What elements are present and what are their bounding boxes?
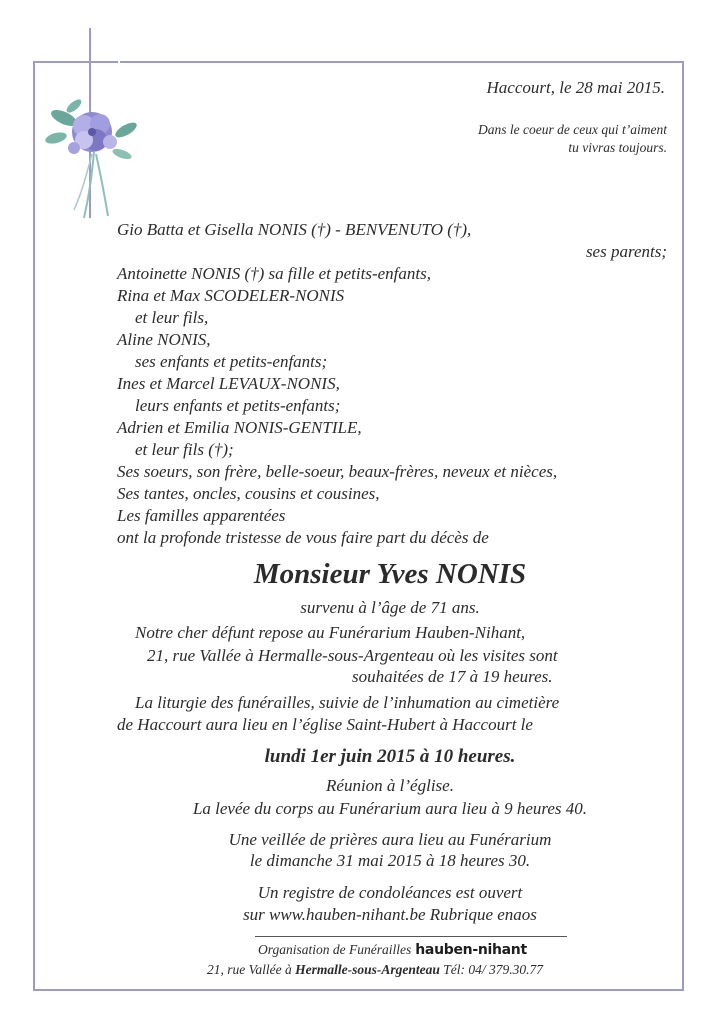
family-line: ont la profonde tristesse de vous faire part du décès de bbox=[117, 528, 489, 547]
family-line: et leur fils (†); bbox=[135, 440, 234, 459]
address-town: Hermalle-sous-Argenteau bbox=[295, 962, 440, 977]
rest-line-3: souhaitées de 17 à 19 heures. bbox=[352, 667, 553, 686]
address-street: 21, rue Vallée à bbox=[207, 962, 292, 977]
family-line: Les familles apparentées bbox=[117, 506, 286, 525]
liturgy-line-1: La liturgie des funérailles, suivie de l’inhumation au cimetière bbox=[135, 693, 560, 712]
epigraph-line-2: tu vivras toujours. bbox=[568, 140, 667, 155]
meeting-place: Réunion à l’église. bbox=[326, 776, 454, 795]
deceased-name: Monsieur Yves NONIS bbox=[253, 558, 527, 590]
family-line: leurs enfants et petits-enfants; bbox=[135, 396, 341, 415]
family-line: ses parents; bbox=[585, 242, 667, 261]
cross-bar bbox=[64, 61, 118, 63]
footer-address bbox=[207, 962, 543, 978]
family-line: Adrien et Emilia NONIS-GENTILE, bbox=[117, 418, 362, 437]
vigil-line-2: le dimanche 31 mai 2015 à 18 heures 30. bbox=[249, 851, 531, 870]
epigraph-line-1: Dans le coeur de ceux qui t’aiment bbox=[478, 122, 667, 137]
rest-line-2: 21, rue Vallée à Hermalle-sous-Argenteau où les visites sont bbox=[147, 646, 558, 665]
family-line: Rina et Max SCODELER-NONIS bbox=[117, 286, 345, 305]
family-line: Ses tantes, oncles, cousins et cousines, bbox=[117, 484, 380, 503]
place-date: Haccourt, le 28 mai 2015. bbox=[486, 78, 665, 97]
family-line: Ses soeurs, son frère, belle-soeur, beaux-frères, neveux et nièces, bbox=[117, 462, 558, 481]
vigil-line-1: Une veillée de prières aura lieu au Funérarium bbox=[228, 830, 552, 849]
org-prefix: Organisation de Funérailles bbox=[258, 942, 412, 957]
funeral-date: lundi 1er juin 2015 à 10 heures. bbox=[264, 746, 516, 767]
family-line: Antoinette NONIS (†) sa fille et petits-enfants, bbox=[117, 264, 431, 283]
footer-organisation bbox=[258, 941, 527, 959]
footer-divider bbox=[255, 936, 567, 937]
family-line: Ines et Marcel LEVAUX-NONIS, bbox=[117, 374, 340, 393]
address-phone: Tél: 04/ 379.30.77 bbox=[443, 962, 543, 977]
family-line: Aline NONIS, bbox=[117, 330, 211, 349]
family-line: et leur fils, bbox=[135, 308, 209, 327]
register-line-2: sur www.hauben-nihant.be Rubrique enaos bbox=[243, 905, 537, 924]
funeral-home-logo: hauben-nihant bbox=[415, 942, 527, 958]
rest-line-1: Notre cher défunt repose au Funérarium Hauben-Nihant, bbox=[135, 623, 526, 642]
register-line-1: Un registre de condoléances est ouvert bbox=[257, 883, 523, 902]
liturgy-line-2: de Haccourt aura lieu en l’église Saint-Hubert à Haccourt le bbox=[117, 715, 533, 734]
family-line: ses enfants et petits-enfants; bbox=[135, 352, 328, 371]
levee-info: La levée du corps au Funérarium aura lieu à 9 heures 40. bbox=[192, 799, 588, 818]
deceased-age: survenu à l’âge de 71 ans. bbox=[300, 598, 480, 617]
family-line: Gio Batta et Gisella NONIS (†) - BENVENUTO (†), bbox=[117, 220, 472, 239]
flower-bouquet-icon bbox=[44, 92, 140, 220]
